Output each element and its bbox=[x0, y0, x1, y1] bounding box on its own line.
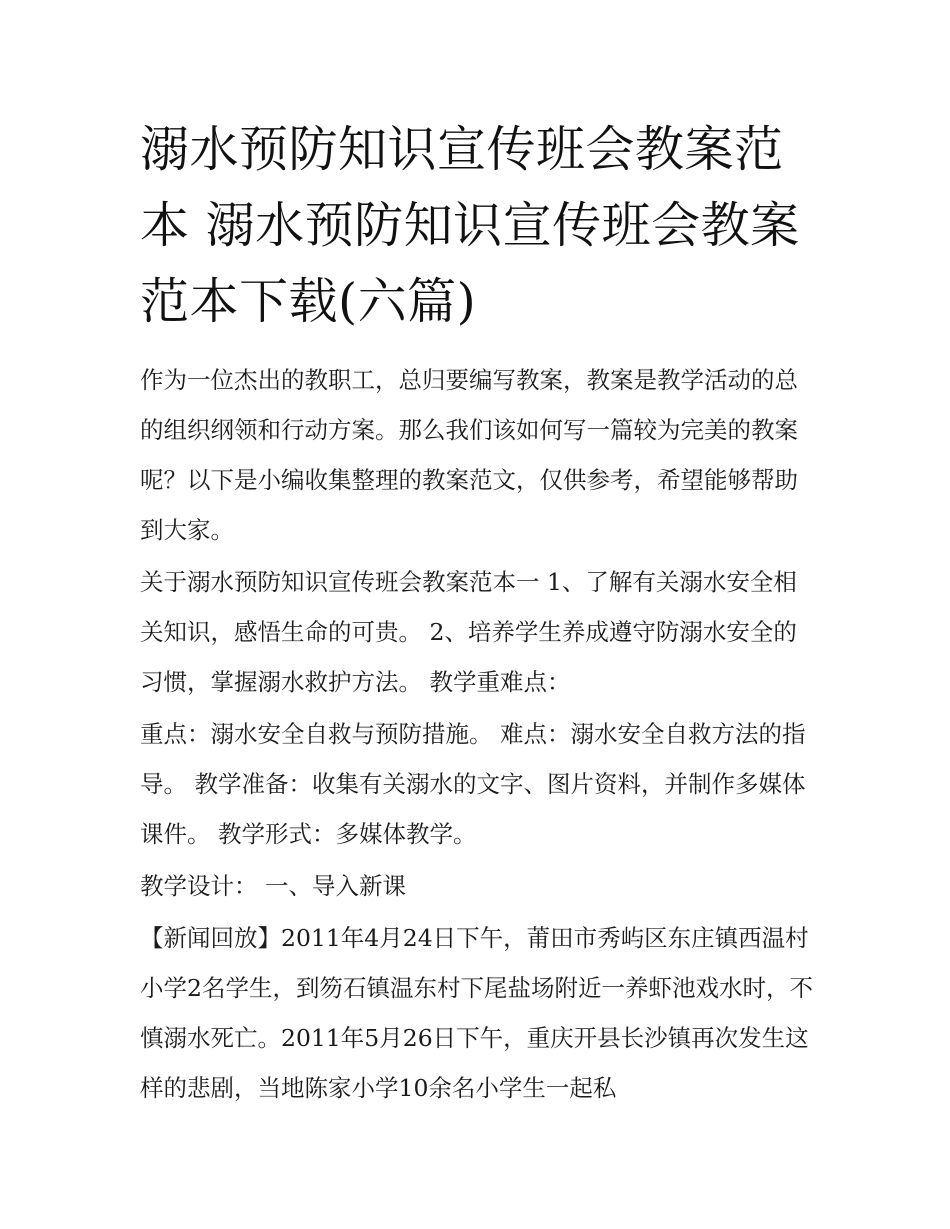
lesson-objectives-paragraph: 关于溺水预防知识宣传班会教案范本一 1、了解有关溺水安全相关知识，感悟生命的可贵。 2、培养学生养成遵守防溺水安全的习惯，掌握溺水救护方法。 教学重难点： bbox=[140, 568, 797, 696]
key-points-paragraph: 重点：溺水安全自救与预防措施。 难点：溺水安全自救方法的指导。 教学准备：收集有关溺水的文字、图片资料，并制作多媒体课件。 教学形式：多媒体教学。 bbox=[140, 720, 806, 848]
intro-paragraph: 作为一位杰出的教职工，总归要编写教案，教案是教学活动的总的组织纲领和行动方案。那么我们该如何写一篇较为完美的教案呢？以下是小编收集整理的教案范文，仅供参考，希望能够帮助到大家。 bbox=[140, 366, 798, 544]
document-body bbox=[140, 355, 820, 1113]
news-replay-paragraph: 【新闻回放】2011年4月24日下午，莆田市秀屿区东庄镇西温村小学2名学生，到笏石镇温东村下尾盐场附近一养虾池戏水时，不慎溺水死亡。2011年5月26日下午，重庆开县长沙镇再次发生这样的悲剧，当地陈家小学10余名小学生一起私 bbox=[140, 924, 813, 1102]
document-title: 溺水预防知识宣传班会教案范本 溺水预防知识宣传班会教案范本下载(六篇) bbox=[140, 121, 800, 330]
teaching-design-paragraph: 教学设计： 一、导入新课 bbox=[140, 872, 406, 900]
